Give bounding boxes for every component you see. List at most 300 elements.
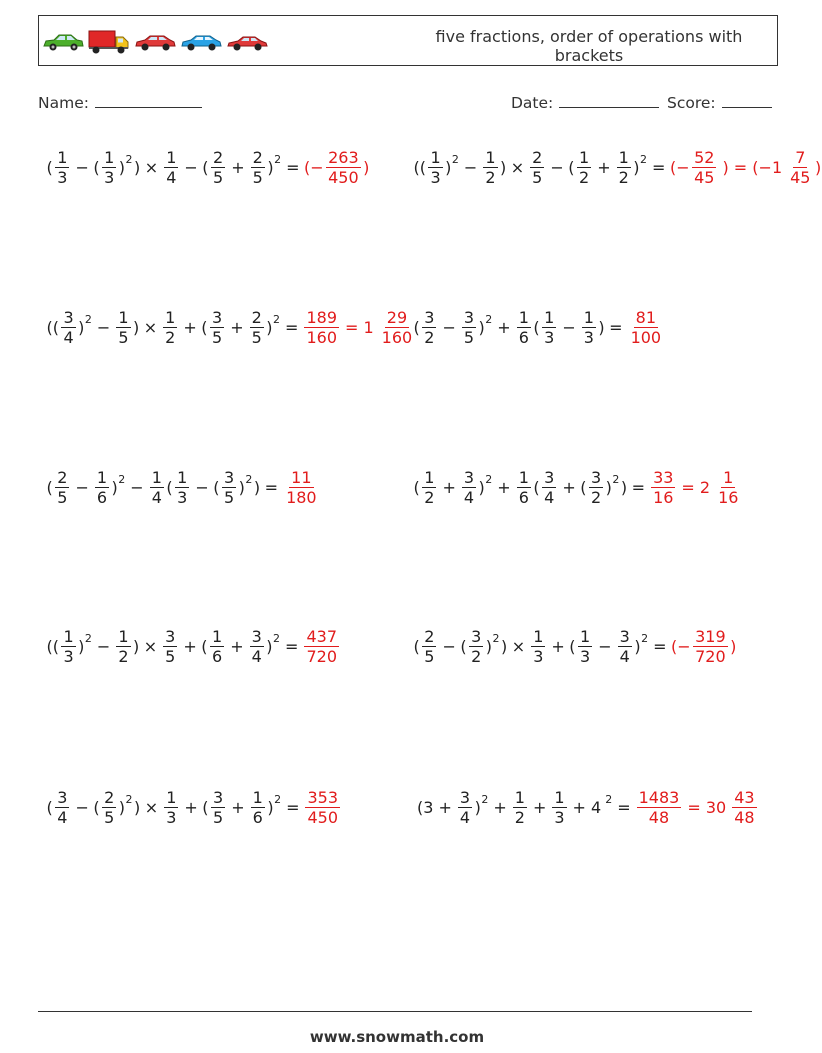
denominator: 5: [532, 168, 543, 187]
math-symbol: (: [46, 798, 53, 817]
numerator: 2: [57, 468, 68, 487]
math-symbol: ): [501, 637, 508, 656]
denominator: 3: [583, 328, 594, 347]
math-symbol: =: [285, 318, 299, 337]
math-symbol: −: [75, 798, 89, 817]
denominator: 100: [630, 328, 662, 347]
fraction: [577, 148, 591, 187]
math-symbol: =: [631, 478, 646, 497]
math-symbol: + 4: [572, 798, 602, 817]
answer-fraction: [788, 148, 812, 187]
denominator: 5: [424, 647, 435, 666]
math-symbol: (: [93, 158, 100, 177]
math-symbol: =: [617, 798, 631, 817]
fraction: [578, 627, 592, 666]
denominator: 3: [63, 647, 74, 666]
math-symbol: −: [130, 478, 144, 497]
numerator: 1: [424, 468, 435, 487]
math-symbol: (: [93, 798, 100, 817]
math-symbol: +: [551, 637, 565, 656]
numerator: 2: [532, 148, 543, 167]
denominator: 2: [424, 488, 435, 507]
math-symbol: ((: [413, 158, 426, 177]
math-symbol: (: [533, 318, 540, 337]
numerator: 1: [583, 308, 594, 327]
answer-text: = 30: [687, 798, 727, 817]
numerator: 437: [306, 627, 337, 646]
math-symbol: −: [598, 637, 612, 656]
fraction: [211, 148, 225, 187]
denominator: 5: [463, 328, 475, 347]
denominator: 48: [734, 808, 755, 827]
math-symbol: −: [442, 318, 456, 337]
numerator: 263: [328, 148, 359, 167]
fraction: [542, 468, 556, 507]
denominator: 2: [165, 328, 176, 347]
answer-text: ) = (−1: [722, 158, 783, 177]
answer-text: = 2: [681, 478, 711, 497]
numerator: 2: [104, 788, 115, 807]
math-symbol: +: [184, 798, 198, 817]
math-symbol: −: [550, 158, 564, 177]
fraction: [542, 308, 556, 347]
numerator: 2: [251, 308, 262, 327]
fraction: [175, 468, 189, 507]
numerator: 1: [177, 468, 188, 487]
numerator: 1: [554, 788, 565, 807]
fraction: [517, 308, 531, 347]
math-symbol: ((: [46, 318, 59, 337]
numerator: 1: [579, 148, 590, 167]
fraction: [102, 148, 116, 187]
denominator: 2: [590, 488, 602, 507]
math-symbol: ): [266, 637, 273, 656]
answer-fraction: [692, 148, 716, 187]
numerator: 3: [544, 468, 555, 487]
math-symbol: ): [485, 637, 493, 656]
math-symbol: −: [75, 478, 89, 497]
fraction: [55, 788, 69, 827]
denominator: 4: [57, 808, 68, 827]
fraction: [222, 468, 236, 507]
numerator: 1: [518, 468, 529, 487]
exponent: 2: [118, 473, 126, 486]
car-icons: [42, 30, 268, 54]
math-symbol: =: [653, 637, 667, 656]
denominator: 4: [459, 808, 471, 827]
denominator: 4: [544, 488, 555, 507]
math-symbol: +: [497, 478, 511, 497]
exponent: 2: [605, 793, 613, 806]
numerator: 1: [723, 468, 734, 487]
math-symbol: (: [413, 637, 420, 656]
numerator: 29: [386, 308, 408, 327]
math-symbol: ): [238, 478, 245, 497]
fraction: [250, 627, 264, 666]
exponent: 2: [640, 153, 648, 166]
denominator: 2: [471, 647, 482, 666]
denominator: 2: [579, 168, 590, 187]
exponent: 2: [451, 153, 459, 166]
name-blank[interactable]: [95, 93, 202, 108]
denominator: 720: [695, 647, 726, 666]
numerator: 1: [118, 627, 129, 646]
math-symbol: ×: [510, 158, 525, 177]
numerator: 1: [165, 308, 176, 327]
exponent: 2: [125, 793, 133, 806]
fraction: [530, 148, 544, 187]
numerator: 3: [619, 627, 630, 646]
fraction: [618, 627, 632, 666]
truck-icon: [88, 30, 130, 54]
fraction: [55, 148, 69, 187]
denominator: 16: [653, 488, 674, 507]
problem-1: [46, 148, 370, 187]
answer-text: (−: [670, 637, 691, 656]
numerator: 43: [734, 788, 755, 807]
score-blank[interactable]: [722, 93, 772, 108]
denominator: 180: [286, 488, 317, 507]
fraction: [61, 627, 75, 666]
answer-text: (−: [303, 158, 324, 177]
fraction: [462, 468, 476, 507]
numerator: 1: [212, 627, 223, 646]
denominator: 3: [177, 488, 188, 507]
fraction: [95, 468, 109, 507]
numerator: 52: [694, 148, 715, 167]
numerator: 1: [104, 148, 115, 167]
math-symbol: (: [568, 158, 575, 177]
math-symbol: −: [442, 637, 456, 656]
math-symbol: (: [201, 637, 208, 656]
denominator: 3: [57, 168, 68, 187]
blue-car-icon: [180, 32, 222, 52]
numerator: 33: [653, 468, 674, 487]
math-symbol: ): [478, 318, 485, 337]
math-symbol: ): [133, 637, 140, 656]
denominator: 5: [118, 328, 129, 347]
denominator: 5: [213, 168, 224, 187]
denominator: 2: [424, 328, 435, 347]
numerator: 3: [459, 788, 471, 807]
math-symbol: (: [580, 478, 587, 497]
denominator: 5: [213, 808, 224, 827]
numerator: 2: [424, 627, 435, 646]
fraction: [55, 468, 69, 507]
date-blank[interactable]: [559, 93, 659, 108]
numerator: 1: [618, 148, 629, 167]
denominator: 6: [518, 328, 529, 347]
fraction: [422, 468, 436, 507]
fraction: [102, 788, 116, 827]
math-symbol: +: [562, 478, 576, 497]
math-symbol: ): [78, 637, 85, 656]
math-symbol: ×: [511, 637, 526, 656]
math-symbol: ): [134, 158, 141, 177]
numerator: 3: [165, 627, 176, 646]
math-symbol: ): [253, 478, 261, 497]
date-label: Date:: [511, 94, 554, 112]
score-field[interactable]: [667, 93, 772, 112]
numerator: 1483: [638, 788, 680, 807]
exponent: 2: [274, 153, 282, 166]
red-car-icon: [134, 32, 176, 52]
numerator: 3: [212, 308, 223, 327]
problem-2: [413, 148, 822, 187]
answer-text: ): [814, 158, 822, 177]
answer-fraction: [629, 308, 664, 347]
math-symbol: =: [286, 158, 300, 177]
fraction: [422, 308, 436, 347]
denominator: 5: [223, 488, 235, 507]
problem-10: [413, 788, 759, 827]
math-symbol: +: [597, 158, 611, 177]
exponent: 2: [492, 632, 500, 645]
answer-fraction: [693, 627, 728, 666]
math-symbol: =: [285, 637, 299, 656]
math-symbol: ): [133, 318, 140, 337]
green-car-icon: [42, 32, 84, 52]
math-symbol: +: [230, 318, 244, 337]
math-symbol: ×: [143, 637, 158, 656]
denominator: 5: [57, 488, 68, 507]
math-symbol: (: [213, 478, 220, 497]
fraction: [462, 308, 476, 347]
math-symbol: (: [46, 478, 53, 497]
answer-fraction: [651, 468, 675, 507]
denominator: 2: [618, 168, 629, 187]
numerator: 1: [166, 788, 177, 807]
fraction: [163, 627, 177, 666]
denominator: 4: [63, 328, 74, 347]
numerator: 3: [463, 308, 475, 327]
math-symbol: ): [445, 158, 452, 177]
fraction: [422, 627, 436, 666]
math-symbol: ): [118, 798, 126, 817]
math-symbol: ): [267, 158, 274, 177]
numerator: 3: [471, 627, 482, 646]
denominator: 16: [718, 488, 739, 507]
worksheet-title: five fractions, order of operations with brackets: [435, 27, 743, 65]
answer-fraction: [305, 788, 340, 827]
numerator: 81: [635, 308, 657, 327]
answer-fraction: [284, 468, 319, 507]
math-symbol: ): [478, 478, 485, 497]
denominator: 45: [694, 168, 715, 187]
math-symbol: (: [166, 478, 173, 497]
denominator: 4: [463, 488, 475, 507]
math-symbol: ): [620, 478, 628, 497]
math-symbol: +: [532, 798, 547, 817]
fraction: [164, 148, 178, 187]
numerator: 189: [306, 308, 337, 327]
problem-4: [413, 308, 665, 347]
numerator: 3: [63, 308, 74, 327]
denominator: 6: [252, 808, 263, 827]
answer-fraction: [380, 308, 415, 347]
answer-fraction: [732, 788, 756, 827]
answer-fraction: [637, 788, 682, 827]
answer-text: ): [363, 158, 370, 177]
fraction: [458, 788, 472, 827]
problem-6: [413, 468, 742, 507]
fraction: [116, 308, 130, 347]
numerator: 3: [213, 788, 224, 807]
denominator: 450: [307, 808, 339, 827]
math-symbol: −: [75, 158, 89, 177]
math-symbol: ): [634, 637, 641, 656]
denominator: 450: [328, 168, 359, 187]
answer-fraction: [326, 148, 361, 187]
denominator: 2: [118, 647, 129, 666]
fraction: [210, 627, 224, 666]
numerator: 1: [252, 788, 263, 807]
math-symbol: ×: [143, 318, 158, 337]
exponent: 2: [481, 793, 489, 806]
math-symbol: (: [46, 158, 53, 177]
problem-5: [46, 468, 321, 507]
exponent: 2: [485, 473, 493, 486]
math-symbol: (3 +: [417, 798, 452, 817]
fraction: [483, 148, 497, 187]
numerator: 7: [795, 148, 806, 167]
fraction: [210, 308, 224, 347]
fraction: [617, 148, 631, 187]
numerator: 2: [213, 148, 224, 167]
denominator: 6: [212, 647, 223, 666]
red-car-icon: [226, 32, 268, 52]
math-symbol: ): [474, 798, 481, 817]
math-symbol: ): [633, 158, 640, 177]
denominator: 4: [166, 168, 177, 187]
denominator: 5: [252, 168, 263, 187]
numerator: 1: [485, 148, 496, 167]
exponent: 2: [612, 473, 620, 486]
numerator: 1: [118, 308, 129, 327]
math-symbol: ×: [144, 158, 159, 177]
math-symbol: (: [201, 318, 208, 337]
numerator: 1: [96, 468, 108, 487]
math-symbol: +: [183, 637, 197, 656]
fraction: [163, 308, 177, 347]
exponent: 2: [273, 313, 281, 326]
math-symbol: −: [96, 637, 111, 656]
math-symbol: ): [267, 798, 274, 817]
denominator: 4: [619, 647, 630, 666]
exponent: 2: [84, 632, 92, 645]
denominator: 6: [96, 488, 108, 507]
fraction: [428, 148, 442, 187]
math-symbol: −: [463, 158, 478, 177]
math-symbol: (: [202, 798, 209, 817]
math-symbol: −: [195, 478, 209, 497]
fraction: [150, 468, 164, 507]
numerator: 3: [463, 468, 475, 487]
math-symbol: −: [96, 318, 111, 337]
denominator: 3: [544, 328, 555, 347]
math-symbol: +: [231, 798, 245, 817]
denominator: 3: [533, 647, 544, 666]
numerator: 1: [166, 148, 177, 167]
math-symbol: (: [413, 318, 420, 337]
fraction: [517, 468, 531, 507]
fraction: [251, 148, 265, 187]
math-symbol: =: [286, 798, 300, 817]
fraction: [582, 308, 596, 347]
math-symbol: −: [562, 318, 576, 337]
name-field[interactable]: [38, 93, 202, 112]
math-symbol: ×: [144, 798, 159, 817]
numerator: 353: [307, 788, 339, 807]
numerator: 11: [291, 468, 312, 487]
numerator: 1: [430, 148, 441, 167]
denominator: 3: [430, 168, 441, 187]
problem-3: [46, 308, 416, 347]
math-symbol: =: [652, 158, 666, 177]
numerator: 3: [223, 468, 235, 487]
exponent: 2: [641, 632, 649, 645]
exponent: 2: [84, 313, 92, 326]
fraction: [513, 788, 527, 827]
denominator: 3: [580, 647, 591, 666]
math-symbol: −: [184, 158, 198, 177]
denominator: 5: [104, 808, 115, 827]
numerator: 1: [63, 627, 74, 646]
fraction: [589, 468, 603, 507]
denominator: 3: [166, 808, 177, 827]
fraction: [211, 788, 225, 827]
math-symbol: (: [413, 478, 420, 497]
math-symbol: +: [183, 318, 197, 337]
math-symbol: ): [78, 318, 85, 337]
denominator: 5: [251, 328, 262, 347]
fraction: [531, 627, 545, 666]
math-symbol: +: [493, 798, 507, 817]
score-label: Score:: [667, 94, 716, 112]
exponent: 2: [274, 793, 282, 806]
math-symbol: (: [460, 637, 467, 656]
exponent: 2: [273, 632, 281, 645]
date-field[interactable]: [511, 93, 659, 112]
numerator: 1: [544, 308, 555, 327]
math-symbol: ): [605, 478, 612, 497]
name-label: Name:: [38, 94, 89, 112]
problem-9: [46, 788, 342, 827]
numerator: 3: [251, 627, 262, 646]
exponent: 2: [245, 473, 253, 486]
footer-url[interactable]: www.snowmath.com: [309, 1028, 485, 1046]
math-symbol: =: [264, 478, 279, 497]
answer-text: = 1: [345, 318, 374, 337]
math-symbol: (: [533, 478, 540, 497]
math-symbol: =: [609, 318, 623, 337]
math-symbol: (: [202, 158, 209, 177]
problem-7: [46, 627, 341, 666]
fraction: [552, 788, 566, 827]
math-symbol: +: [231, 158, 245, 177]
denominator: 4: [151, 488, 162, 507]
fraction: [116, 627, 130, 666]
numerator: 1: [533, 627, 544, 646]
denominator: 2: [514, 808, 525, 827]
math-symbol: (: [569, 637, 576, 656]
numerator: 1: [514, 788, 525, 807]
denominator: 4: [251, 647, 262, 666]
answer-fraction: [716, 468, 740, 507]
math-symbol: ): [598, 318, 605, 337]
denominator: 5: [165, 647, 176, 666]
numerator: 319: [695, 627, 726, 646]
